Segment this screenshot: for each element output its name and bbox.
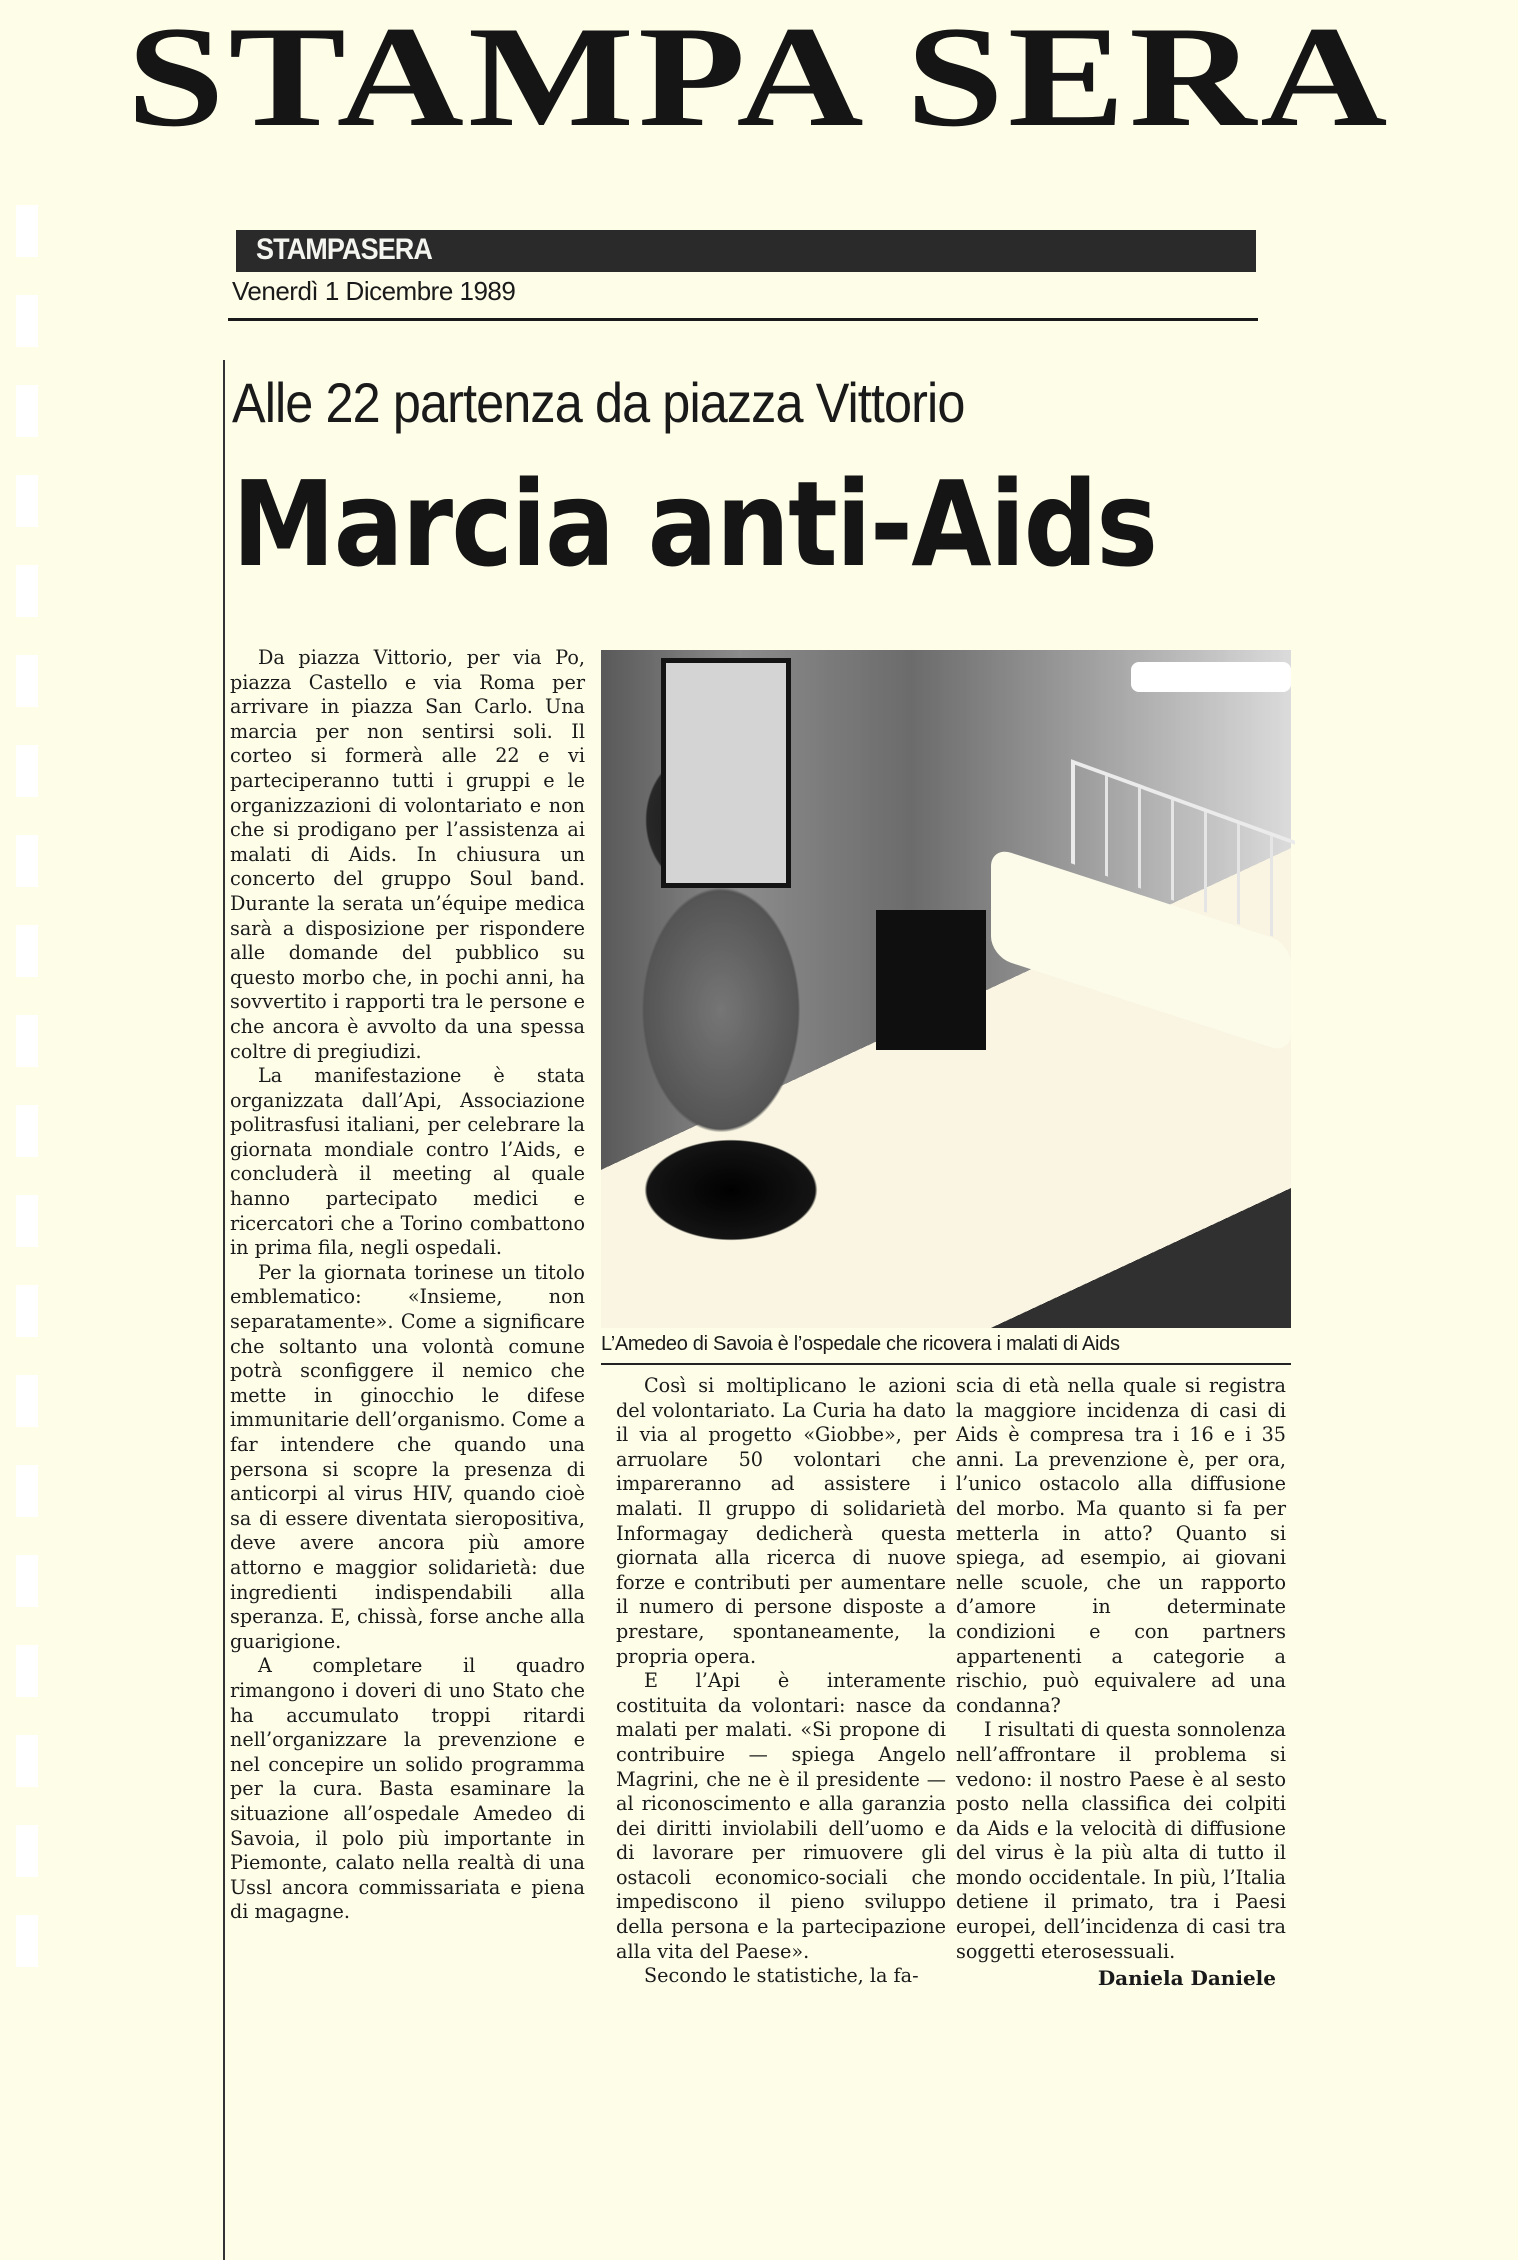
paragraph: Così si moltiplicano le azioni del volontariato. La Curia ha dato il via al progetto «Giobbe», per arruolare 50 volontari che impareranno ad assistere i malati. Il gruppo di solidarietà Informagay dedicherà questa giornata alla ricerca di nuove forze e contributi per aumentare il numero di persone disposte a prestare, spontaneamente, la propria opera. [616,1374,946,1668]
photo-caption: L’Amedeo di Savoia è l’ospedale che ricovera i malati di Aids [601,1333,1120,1355]
binder-hole [16,475,38,527]
masthead-title: STAMPA SERA [126,0,1392,157]
paragraph: I risultati di questa sonnolenza nell’affrontare il problema si vedono: il nostro Paese è al sesto posto nella classifica dei colpiti da Aids e la velocità di diffusione del virus è la più alta di tutto il mondo occidentale. In più, l’Italia detiene il primato, tra i Paesi europei, dell’incidenza di casi tra soggetti eterosessuali. [956,1718,1286,1963]
binder-hole [16,1735,38,1787]
binder-hole [16,655,38,707]
binder-hole [16,1465,38,1517]
paragraph: Secondo le statistiche, la fa- [644,1964,919,1988]
photo-window-shape [661,658,791,888]
binder-hole [16,1285,38,1337]
photo-light-shape [1131,662,1291,692]
binder-hole [16,1015,38,1067]
binder-hole [16,205,38,257]
binder-hole [16,1195,38,1247]
binder-hole [16,1825,38,1877]
binder-hole [16,1645,38,1697]
article-column-3 [956,1374,1286,1991]
paragraph: Da piazza Vittorio, per via Po, piazza Castello e via Roma per arrivare in piazza San Carlo. Una marcia per non sentirsi soli. Il corteo si formerà alle 22 e vi parteciperanno tutti i gruppi e le organizzazioni di volontariato e non che si prodigano per l’assistenza ai malati di Aids. In chiusura un concerto del gruppo Soul band. Durante la serata un’équipe medica sarà a disposizione per rispondere alle domande del pubblico su questo morbo che, in pochi anni, ha sovvertito i rapporti tra le persone e che ancora è avvolto da una spessa coltre di pregiudizi. [230,646,585,1063]
binder-hole [16,1375,38,1427]
paper-name: STAMPASERA [256,233,433,266]
article-column-2 [616,1374,946,1989]
article-column-1 [230,646,585,1925]
binder-hole [16,925,38,977]
kicker: Alle 22 partenza da piazza Vittorio [232,371,965,434]
binder-hole [16,1105,38,1157]
paragraph: A completare il quadro rimangono i doveri di uno Stato che ha accumulato troppi ritardi nell’organizzare la prevenzione e nel concepire un solido programma per la cura. Basta esaminare la situazione all’ospedale Amedeo di Savoia, il polo più importante in Piemonte, calato nella realtà di una Ussl ancora commissariata e piena di magagne. [230,1654,585,1924]
binder-hole [16,565,38,617]
binder-hole [16,385,38,437]
byline: Daniela Daniele [1097,1966,1276,1991]
binder-hole [16,745,38,797]
binder-hole [16,835,38,887]
photo-hospital-room [601,650,1291,1328]
binder-hole [16,295,38,347]
divider [601,1363,1291,1365]
divider [228,318,1258,321]
column-rule [223,360,225,2260]
section-bar [236,230,1256,272]
paragraph: Per la giornata torinese un titolo emblematico: «Insieme, non separatamente». Come a significare che soltanto una volontà comune potrà sconfiggere il nemico che mette in ginocchio le difese immunitarie dell’organismo. Come a far intendere che quando una persona si scopre la presenza di anticorpi al virus HIV, quando cioè sa di essere diventata sieropositiva, deve avere ancora più amore attorno e maggior solidarietà: due ingredienti indispendabili alla speranza. E, chissà, forse anche alla guarigione. [230,1260,586,1653]
binder-hole [16,1555,38,1607]
publication-date: Venerdì 1 Dicembre 1989 [232,276,516,306]
headline: Marcia anti-Aids [232,455,1157,593]
paragraph: scia di età nella quale si registra la maggiore incidenza di casi di Aids è compresa tra i 16 e i 35 anni. La prevenzione è, per ora, l’unico ostacolo alla diffusione del morbo. Ma quanto si fa per metterla in atto? Quanto si spiega, ad esempio, ai giovani nelle scuole, che un rapporto d’amore in determinate condizioni e con partners appartenenti a categorie a rischio, può equivalere ad una condanna? [956,1374,1286,1717]
binder-holes [16,0,44,2000]
paragraph: La manifestazione è stata organizzata dall’Api, Associazione politrasfusi italiani, per celebrare la giornata mondiale contro l’Aids, e concluderà il meeting al quale hanno partecipato medici e ricercatori che a Torino combattono in prima fila, negli ospedali. [230,1064,585,1260]
paragraph: E l’Api è interamente costituita da volontari: nasce da malati per malati. «Si propone di contribuire — spiega Angelo Magrini, che ne è il presidente — al riconoscimento e alla garanzia dei diritti inviolabili dell’uomo e di lavorare per rimuovere gli ostacoli economico-sociali che impediscono il pieno sviluppo della persona e la partecipazione alla vita del Paese». [616,1669,946,1963]
photo-nightstand-shape [876,910,986,1050]
binder-hole [16,1915,38,1967]
